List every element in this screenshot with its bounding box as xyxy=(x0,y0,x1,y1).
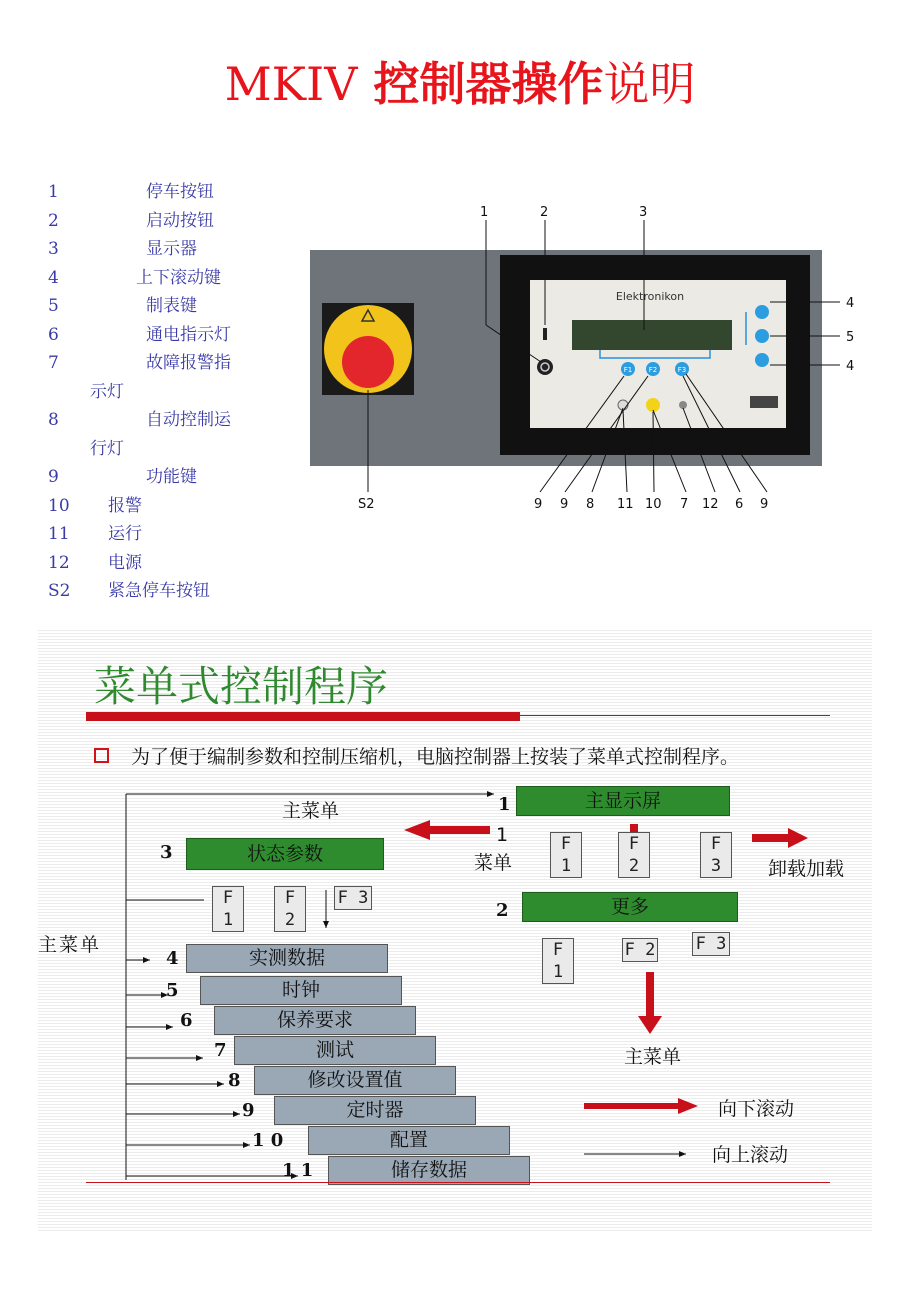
controller-photo xyxy=(310,200,870,520)
red-arrow-left xyxy=(404,820,490,840)
more-box xyxy=(522,892,738,922)
callout-b3: 8 xyxy=(586,497,595,512)
stair-number: 1 1 xyxy=(282,1160,314,1181)
red-arrow-right xyxy=(752,828,808,848)
callout-b6: 7 xyxy=(680,497,689,512)
legend-number: 5 xyxy=(48,296,59,316)
stair-menu-item[interactable]: 实测数据 xyxy=(186,944,388,973)
brand-label: Elektronikon xyxy=(615,290,685,303)
stair-number: 9 xyxy=(242,1100,255,1121)
callout-4a: 4 xyxy=(846,296,855,311)
component-legend xyxy=(48,178,288,606)
more-number: 2 xyxy=(496,900,509,921)
legend-text: 上下滚动键 xyxy=(136,267,221,288)
slide-bottom-line xyxy=(86,1182,830,1183)
legend-number: 3 xyxy=(48,239,59,259)
status-f1-key[interactable]: F 1 xyxy=(212,886,244,932)
stair-number: 5 xyxy=(166,980,179,1001)
led-alarm xyxy=(646,398,660,412)
status-f2-key[interactable]: F 2 xyxy=(274,886,306,932)
bullet-text: 为了便于编制参数和控制压缩机，电脑控制器上按装了菜单式控制程序。 xyxy=(131,746,740,768)
more-f3-key[interactable]: F 3 xyxy=(692,932,730,956)
f2-key-label: F2 xyxy=(648,366,658,374)
lcd-display xyxy=(572,320,732,350)
main-f3-key[interactable]: F 3 xyxy=(700,832,732,878)
main-f1-key[interactable]: F 1 xyxy=(550,832,582,878)
legend-text: 故障报警指 xyxy=(146,353,231,373)
legend-number: 6 xyxy=(48,324,59,345)
legend-row xyxy=(48,463,288,492)
callout-4b: 4 xyxy=(846,359,855,374)
more-f2-key[interactable]: F 2 xyxy=(622,938,658,962)
legend-text: 报警 xyxy=(108,495,142,516)
tab-key xyxy=(755,329,769,343)
stair-number: 8 xyxy=(228,1070,241,1091)
red-arrow-down-2 xyxy=(638,972,662,1034)
scroll-down-legend: 向下滚动 xyxy=(718,1098,795,1120)
main-menu-left-label: 主菜单 xyxy=(38,934,102,956)
legend-text: 通电指示灯 xyxy=(146,324,231,345)
legend-text-continued: 示灯 xyxy=(90,381,124,402)
legend-number: S2 xyxy=(48,581,71,601)
legend-number: 11 xyxy=(48,524,70,544)
menu-number: 1 xyxy=(496,824,509,846)
stair-number: 1 0 xyxy=(252,1130,284,1151)
callout-1: 1 xyxy=(480,205,489,220)
main-display-number: 1 xyxy=(498,794,511,815)
scroll-up-key xyxy=(755,305,769,319)
legend-text: 显示器 xyxy=(146,239,197,259)
legend-row xyxy=(48,321,288,350)
legend-row xyxy=(48,577,288,606)
stair-menu-item[interactable]: 定时器 xyxy=(274,1096,476,1125)
legend-row xyxy=(48,549,288,578)
callout-3: 3 xyxy=(639,205,648,220)
legend-number: 12 xyxy=(48,552,70,573)
legend-row xyxy=(48,178,288,207)
stair-number: 6 xyxy=(180,1010,193,1031)
menu-slide xyxy=(38,628,872,1232)
slide-title: 菜单式控制程序 xyxy=(94,662,389,711)
stair-number: 7 xyxy=(214,1040,227,1061)
stair-menu-item[interactable]: 保养要求 xyxy=(214,1006,416,1035)
callout-b2: 9 xyxy=(560,497,569,512)
unload-load-label: 卸载加载 xyxy=(768,858,845,880)
legend-text: 运行 xyxy=(108,524,142,544)
stair-menu-item[interactable]: 测试 xyxy=(234,1036,436,1065)
f3-key-label: F3 xyxy=(677,366,687,374)
scroll-up-legend: 向上滚动 xyxy=(712,1144,789,1166)
estop-red-button xyxy=(342,336,394,388)
legend-row xyxy=(48,292,288,321)
status-number: 3 xyxy=(160,842,173,863)
legend-number: 9 xyxy=(48,467,59,487)
title-cjk-bold: 控制器操作 xyxy=(373,57,604,111)
main-display-box xyxy=(516,786,730,816)
status-params-label: 状态参数 xyxy=(246,843,323,865)
stair-menu-item[interactable]: 配置 xyxy=(308,1126,510,1155)
legend-number: 4 xyxy=(48,267,59,288)
stair-menu-item[interactable]: 时钟 xyxy=(200,976,402,1005)
stair-number: 4 xyxy=(166,948,179,969)
callout-b5: 10 xyxy=(645,497,662,512)
led-power xyxy=(679,401,687,409)
stair-menu-item[interactable]: 修改设置值 xyxy=(254,1066,456,1095)
legend-text-continued: 行灯 xyxy=(90,438,124,459)
legend-number: 7 xyxy=(48,353,59,373)
legend-row xyxy=(48,406,288,435)
callout-s2: S2 xyxy=(358,497,375,512)
main-f2-key[interactable]: F 2 xyxy=(618,832,650,878)
menu-label: 菜单 xyxy=(474,852,513,874)
f1-key-label: F1 xyxy=(623,366,633,374)
legend-text: 制表键 xyxy=(146,296,197,316)
main-display-label: 主显示屏 xyxy=(584,790,661,812)
callout-b7: 12 xyxy=(702,497,719,512)
legend-number: 1 xyxy=(48,182,59,202)
callout-b9: 9 xyxy=(760,497,769,512)
callout-b4: 11 xyxy=(617,497,634,512)
legend-row xyxy=(48,520,288,549)
callout-2: 2 xyxy=(540,205,549,220)
legend-row xyxy=(48,492,288,521)
title-cjk-light: 说明 xyxy=(603,57,696,111)
legend-text: 紧急停车按钮 xyxy=(108,581,210,601)
brand-logo xyxy=(750,396,778,408)
callout-5: 5 xyxy=(846,330,855,345)
start-button xyxy=(543,328,547,340)
main-menu-below-label: 主菜单 xyxy=(624,1046,682,1068)
legend-text: 停车按钮 xyxy=(146,182,214,202)
status-f3-key[interactable]: F 3 xyxy=(334,886,372,910)
legend-number: 10 xyxy=(48,495,70,516)
legend-text: 功能键 xyxy=(146,467,197,487)
status-params-box xyxy=(186,838,384,870)
legend-text: 启动按钮 xyxy=(146,210,214,231)
legend-number: 8 xyxy=(48,410,59,430)
legend-row xyxy=(48,207,288,236)
legend-text: 电源 xyxy=(108,552,142,573)
legend-row xyxy=(48,235,288,264)
scroll-down-key xyxy=(755,353,769,367)
legend-text: 自动控制运 xyxy=(146,410,231,430)
stair-menu-item[interactable]: 储存数据 xyxy=(328,1156,530,1185)
more-label: 更多 xyxy=(610,896,649,918)
callout-b8: 6 xyxy=(735,497,744,512)
callout-b1: 9 xyxy=(534,497,543,512)
red-arrow-legend xyxy=(584,1098,698,1114)
page-title xyxy=(0,48,920,114)
legend-number: 2 xyxy=(48,210,59,231)
main-menu-top-label: 主菜单 xyxy=(282,800,340,822)
more-f1-key[interactable]: F 1 xyxy=(542,938,574,984)
legend-row xyxy=(48,264,288,293)
title-latin: MKIV xyxy=(224,57,358,111)
legend-row xyxy=(48,349,288,378)
